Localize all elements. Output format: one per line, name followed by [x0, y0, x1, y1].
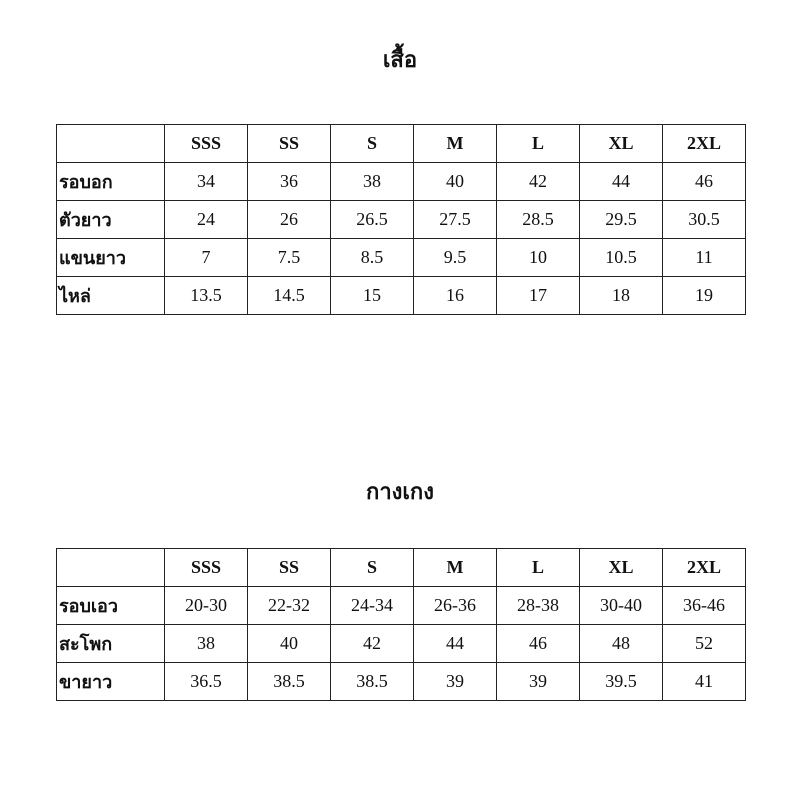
- table-cell: 28-38: [497, 587, 580, 625]
- shirt-size-table: [56, 124, 746, 315]
- table-cell: 26: [248, 201, 331, 239]
- table-cell: 13.5: [165, 277, 248, 315]
- size-header-cell: SSS: [165, 125, 248, 163]
- size-header-cell: M: [414, 549, 497, 587]
- table-cell: 27.5: [414, 201, 497, 239]
- header-row: [57, 125, 746, 163]
- table-row: [57, 163, 746, 201]
- table-cell: 41: [663, 663, 746, 701]
- size-header-cell: S: [331, 549, 414, 587]
- table-cell: 24-34: [331, 587, 414, 625]
- size-header-cell: 2XL: [663, 125, 746, 163]
- size-header-cell: XL: [580, 549, 663, 587]
- measurement-label: รอบอก: [57, 163, 165, 201]
- table-cell: 26-36: [414, 587, 497, 625]
- measurement-label: แขนยาว: [57, 239, 165, 277]
- size-header-cell: SSS: [165, 549, 248, 587]
- size-header-cell: XL: [580, 125, 663, 163]
- pants-size-title: กางเกง: [366, 480, 434, 505]
- table-cell: 11: [663, 239, 746, 277]
- table-cell: 14.5: [248, 277, 331, 315]
- size-header-cell: L: [497, 125, 580, 163]
- table-cell: 36: [248, 163, 331, 201]
- table-cell: 7: [165, 239, 248, 277]
- table-cell: 10.5: [580, 239, 663, 277]
- table-row: [57, 239, 746, 277]
- measurement-label: ไหล่: [57, 277, 165, 315]
- size-header-cell: L: [497, 549, 580, 587]
- table-cell: 52: [663, 625, 746, 663]
- table-cell: 42: [497, 163, 580, 201]
- measurement-label: รอบเอว: [57, 587, 165, 625]
- size-header-cell: SS: [248, 549, 331, 587]
- size-header-cell: 2XL: [663, 549, 746, 587]
- size-header-cell: M: [414, 125, 497, 163]
- table-cell: 24: [165, 201, 248, 239]
- table-cell: 7.5: [248, 239, 331, 277]
- table-cell: 39: [497, 663, 580, 701]
- table-row: [57, 587, 746, 625]
- table-cell: 39: [414, 663, 497, 701]
- table-cell: 36-46: [663, 587, 746, 625]
- size-header-cell: SS: [248, 125, 331, 163]
- table-cell: 38: [331, 163, 414, 201]
- shirt-size-title: เสื้อ: [382, 48, 418, 73]
- table-cell: 38.5: [331, 663, 414, 701]
- table-cell: 9.5: [414, 239, 497, 277]
- table-cell: 44: [414, 625, 497, 663]
- measurement-label: ขายาว: [57, 663, 165, 701]
- size-header-cell: S: [331, 125, 414, 163]
- table-cell: 26.5: [331, 201, 414, 239]
- table-cell: 17: [497, 277, 580, 315]
- table-cell: 40: [248, 625, 331, 663]
- table-cell: 38: [165, 625, 248, 663]
- table-row: [57, 625, 746, 663]
- table-cell: 39.5: [580, 663, 663, 701]
- corner-cell: [57, 549, 165, 587]
- table-cell: 19: [663, 277, 746, 315]
- table-cell: 46: [497, 625, 580, 663]
- table-cell: 46: [663, 163, 746, 201]
- measurement-label: สะโพก: [57, 625, 165, 663]
- table-cell: 18: [580, 277, 663, 315]
- table-cell: 16: [414, 277, 497, 315]
- table-cell: 28.5: [497, 201, 580, 239]
- header-row: [57, 549, 746, 587]
- table-cell: 36.5: [165, 663, 248, 701]
- table-cell: 48: [580, 625, 663, 663]
- table-cell: 20-30: [165, 587, 248, 625]
- table-cell: 30-40: [580, 587, 663, 625]
- table-cell: 42: [331, 625, 414, 663]
- corner-cell: [57, 125, 165, 163]
- table-row: [57, 663, 746, 701]
- table-cell: 44: [580, 163, 663, 201]
- table-cell: 38.5: [248, 663, 331, 701]
- table-cell: 22-32: [248, 587, 331, 625]
- table-cell: 8.5: [331, 239, 414, 277]
- table-cell: 10: [497, 239, 580, 277]
- table-cell: 40: [414, 163, 497, 201]
- pants-size-table: [56, 548, 746, 701]
- table-cell: 15: [331, 277, 414, 315]
- table-row: [57, 201, 746, 239]
- table-cell: 30.5: [663, 201, 746, 239]
- table-row: [57, 277, 746, 315]
- table-cell: 29.5: [580, 201, 663, 239]
- table-cell: 34: [165, 163, 248, 201]
- measurement-label: ตัวยาว: [57, 201, 165, 239]
